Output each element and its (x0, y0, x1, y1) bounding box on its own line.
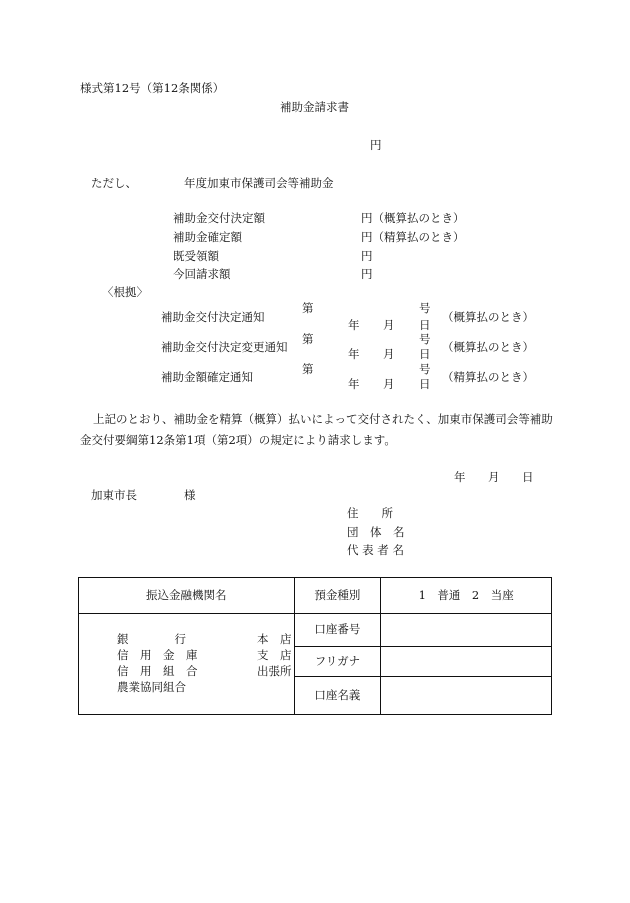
furigana-field[interactable] (381, 647, 552, 677)
deposit-type-header: 預金種別 (294, 578, 381, 614)
institution-type-ja: 農業協同組合 (117, 680, 186, 694)
basis-3-tsuki: 月 (383, 377, 395, 391)
form-title: 補助金請求書 (280, 100, 349, 114)
date-nen: 年 (454, 470, 466, 484)
basis-heading: 〈根拠〉 (102, 285, 148, 299)
institution-type-shinkumi: 信 用 組 合 (117, 664, 198, 678)
applicant-org-label: 団 体 名 (347, 525, 405, 539)
basis-1-name: 補助金交付決定通知 (161, 310, 265, 324)
detail-unit-decision-amount: 円（概算払のとき） (361, 211, 465, 225)
basis-2-tsuki: 月 (383, 347, 395, 361)
statement-line-1: 上記のとおり、補助金を精算（概算）払いによって交付されたく、加東市保護司会等補助 (93, 412, 553, 426)
basis-1-nen: 年 (348, 318, 360, 332)
detail-label-received-amount: 既受領額 (173, 249, 219, 263)
bank-account-table (78, 577, 552, 715)
basis-1-go: 号 (419, 301, 431, 315)
basis-3-note: （精算払のとき） (442, 370, 534, 384)
basis-2-nen: 年 (348, 347, 360, 361)
statement-line-2: 金交付要綱第12条第1項（第2項）の規定により請求します。 (80, 433, 396, 447)
date-tsuki: 月 (488, 470, 500, 484)
basis-3-name: 補助金額確定通知 (161, 370, 253, 384)
institution-type-list (117, 631, 198, 695)
detail-unit-received-amount: 円 (361, 249, 373, 263)
detail-unit-requested-amount: 円 (361, 267, 373, 281)
amount-unit: 円 (370, 138, 382, 152)
account-number-field[interactable] (381, 614, 552, 647)
basis-2-hi: 日 (419, 347, 431, 361)
form-number: 様式第12号（第12条関係） (80, 81, 225, 95)
applicant-address-label: 住 所 (347, 506, 393, 520)
basis-1-dai: 第 (302, 301, 314, 315)
date-hi: 日 (522, 470, 534, 484)
basis-3-nen: 年 (348, 377, 360, 391)
basis-2-dai: 第 (302, 332, 314, 346)
detail-label-confirmed-amount: 補助金確定額 (173, 230, 242, 244)
proviso-prefix: ただし、 (91, 176, 137, 190)
detail-unit-confirmed-amount: 円（精算払のとき） (361, 230, 465, 244)
account-holder-label: 口座名義 (294, 677, 381, 715)
branch-type-main: 本 店 (257, 632, 292, 646)
institution-header: 振込金融機関名 (79, 578, 295, 614)
addressee-name: 加東市長 (91, 488, 137, 502)
detail-label-decision-amount: 補助金交付決定額 (173, 211, 265, 225)
addressee-honorific: 様 (184, 488, 196, 502)
furigana-label: フリガナ (294, 647, 381, 677)
basis-2-go: 号 (419, 332, 431, 346)
detail-label-requested-amount: 今回請求額 (173, 267, 231, 281)
basis-2-name: 補助金交付決定変更通知 (161, 340, 288, 354)
branch-type-branch: 支 店 (257, 648, 292, 662)
institution-type-shinkin: 信 用 金 庫 (117, 648, 198, 662)
basis-3-hi: 日 (419, 377, 431, 391)
applicant-rep-label: 代 表 者 名 (347, 543, 404, 557)
basis-1-hi: 日 (419, 318, 431, 332)
subsidy-name: 年度加東市保護司会等補助金 (184, 176, 334, 190)
basis-3-go: 号 (419, 362, 431, 376)
branch-type-office: 出張所 (257, 664, 292, 678)
basis-2-note: （概算払のとき） (442, 340, 534, 354)
account-number-label: 口座番号 (294, 614, 381, 647)
basis-1-tsuki: 月 (383, 318, 395, 332)
branch-type-list (257, 631, 292, 679)
institution-cell (79, 614, 295, 715)
institution-type-bank: 銀 行 (117, 632, 186, 646)
deposit-type-value: 1 普通 2 当座 (381, 578, 552, 614)
basis-1-note: （概算払のとき） (442, 310, 534, 324)
account-holder-field[interactable] (381, 677, 552, 715)
basis-3-dai: 第 (302, 362, 314, 376)
